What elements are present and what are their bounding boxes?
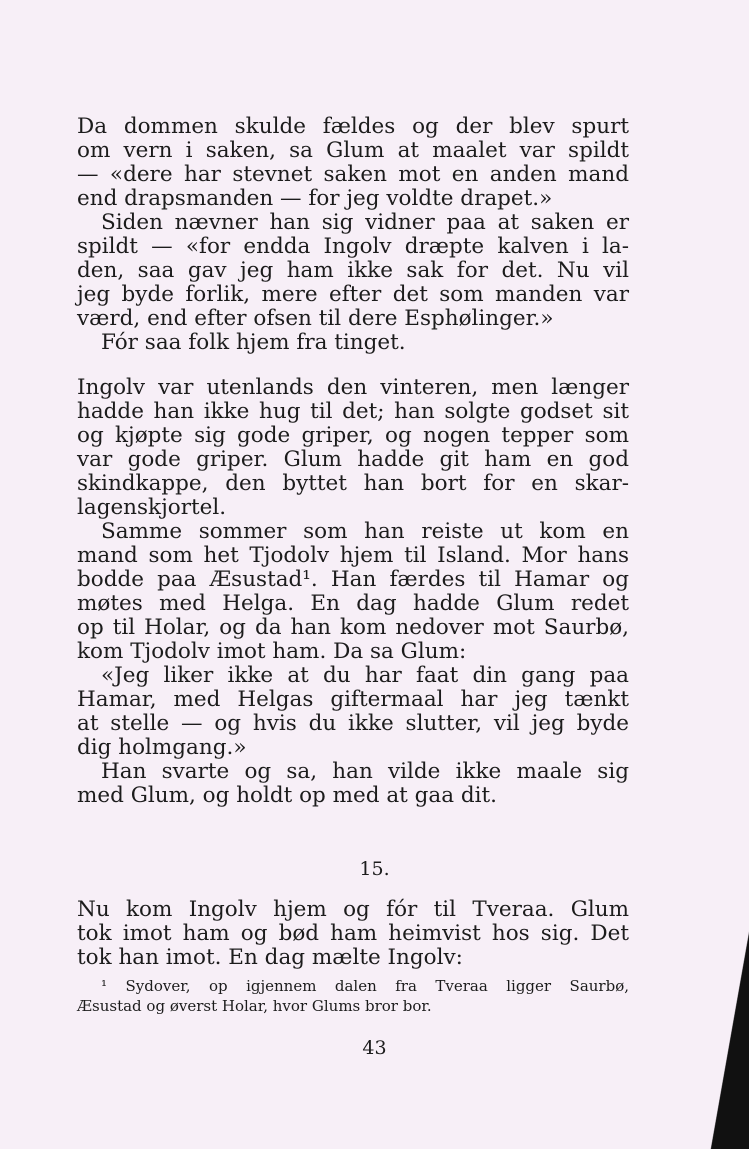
text-line: skindkappe, den byttet han bort for en skar- <box>77 471 629 496</box>
text-line: — «dere har stevnet saken mot en anden mand <box>77 162 629 187</box>
chapter-heading: 15. <box>359 858 390 880</box>
text-line: end drapsmanden — for jeg voldte drapet.» <box>77 186 553 211</box>
text-line: Hamar, med Helgas giftermaal har jeg tænkt <box>77 687 629 712</box>
text-line: møtes med Helga. En dag hadde Glum redet <box>77 591 629 616</box>
text-line: jeg byde forlik, mere efter det som manden var <box>77 282 629 307</box>
text-line: at stelle — og hvis du ikke slutter, vil jeg byde <box>77 711 629 736</box>
footnote-line: ¹ Sydover, op igjennem dalen fra Tveraa ligger Saurbø, <box>101 977 629 995</box>
text-line: mand som het Tjodolv hjem til Island. Mor hans <box>77 543 629 568</box>
text-line: og kjøpte sig gode griper, og nogen tepper som <box>77 423 629 448</box>
text-line: den, saa gav jeg ham ikke sak for det. Nu vil <box>77 258 629 283</box>
text-line: Nu kom Ingolv hjem og fór til Tveraa. Glum <box>77 897 629 922</box>
text-line: om vern i saken, sa Glum at maalet var spildt <box>77 138 629 163</box>
text-line: Siden nævner han sig vidner paa at saken er <box>101 210 629 235</box>
footnote-line: Æsustad og øverst Holar, hvor Glums bror bor. <box>77 997 432 1015</box>
text-line: tok han imot. En dag mælte Ingolv: <box>77 945 463 970</box>
text-line: med Glum, og holdt op med at gaa dit. <box>77 783 497 808</box>
text-line: kom Tjodolv imot ham. Da sa Glum: <box>77 639 467 664</box>
text-line: «Jeg liker ikke at du har faat din gang paa <box>101 663 629 688</box>
text-line: Han svarte og sa, han vilde ikke maale sig <box>101 759 629 784</box>
text-line: Ingolv var utenlands den vinteren, men længer <box>77 375 629 400</box>
text-line: værd, end efter ofsen til dere Esphølinger.» <box>77 306 554 331</box>
text-line: op til Holar, og da han kom nedover mot Saurbø, <box>77 615 629 640</box>
page-number: 43 <box>362 1037 387 1059</box>
text-line: lagenskjortel. <box>77 495 227 520</box>
text-line: bodde paa Æsustad¹. Han færdes til Hamar og <box>77 567 629 592</box>
text-line: var gode griper. Glum hadde git ham en god <box>77 447 629 472</box>
text-line: tok imot ham og bød ham heimvist hos sig. Det <box>77 921 629 946</box>
text-line: Fór saa folk hjem fra tinget. <box>101 330 406 355</box>
text-line: dig holmgang.» <box>77 735 247 760</box>
text-line: Da dommen skulde fældes og der blev spurt <box>77 114 629 139</box>
text-line: Samme sommer som han reiste ut kom en <box>101 519 629 544</box>
page-edge-shadow <box>709 889 749 1149</box>
text-line: spildt — «for endda Ingolv dræpte kalven i la- <box>77 234 629 259</box>
text-line: hadde han ikke hug til det; han solgte godset sit <box>77 399 629 424</box>
